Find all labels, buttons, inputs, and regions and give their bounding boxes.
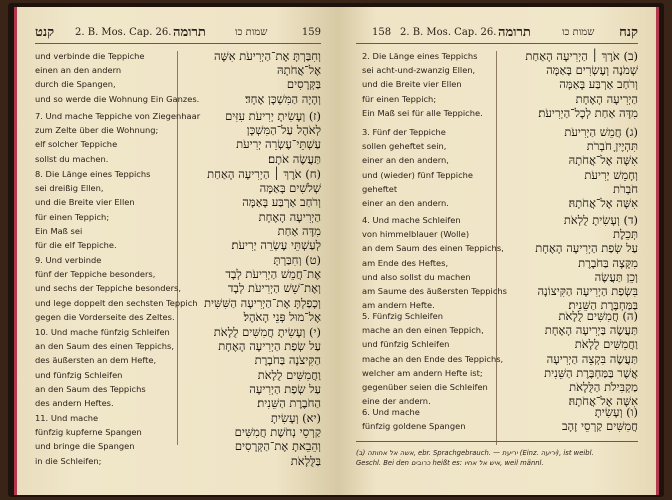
verse-block-4 xyxy=(356,213,638,313)
left-page-header xyxy=(35,25,321,44)
german-text: 6. Und mache fünfzig goldene Spangen xyxy=(362,407,466,432)
hebrew-text: (ח) אֹרֶךְ ׀ הַיְרִיעָה הָאַחַת שְׁלֹשִׁים בָּאַמָּה וְרֹחַב אַרְבַּע בָּאַמָּה הַיְרִיעָה הָאֶחָת מִדָּה אַחַת לְעַשְׁתֵּי עֶשְׂרֵה יְרִיעֹת׃ xyxy=(207,167,321,253)
verse-block-9 xyxy=(35,253,321,325)
verse-block-2 xyxy=(356,49,638,121)
hebrew-text: (יא) וְעָשִׂיתָ קַרְסֵי נְחֹשֶׁת חֲמִשִּׁים וְהֵבֵאתָ אֶת־הַקְּרָסִים בַּלֻּלָאֹת xyxy=(234,411,321,468)
hebrew-text: (ט) וְחִבַּרְתָּ אֶת־חֲמֵשׁ הַיְרִיעֹת לְבָד וְאֶת־שֵׁשׁ הַיְרִיעֹת לְבָד וְכָפַלְתָּ אֶת־הַיְרִיעָה הַשִּׁשִּׁית אֶל־מוּל פְּנֵי הָאֹהֶל׃ xyxy=(204,253,321,324)
german-text: 3. Fünf der Teppiche sollen geheftet sein, einer an den andern, und (wieder) fünf Teppiche geheftet einer an den andern. xyxy=(362,127,474,209)
left-page xyxy=(14,7,339,495)
header-book-chapter: 2. B. Mos. Cap. 26. xyxy=(75,27,172,38)
verse-block-6 xyxy=(356,405,638,435)
hebrew-text: (ג) חֲמֵשׁ הַיְרִיעֹת תִּהְיֶיןָ חֹבְרֹת אִשָּׁה אֶל־אֲחֹתָהּ וְחָמֵשׁ יְרִיעֹת חֹבְרֹת אִשָּׁה אֶל־אֲחֹתָהּ׃ xyxy=(564,125,638,211)
verse-block xyxy=(35,49,321,107)
german-text: und verbinde die Teppiche einen an den andern durch die Spangen, und so werde die Wohnung Ein Ganzes. xyxy=(35,51,200,104)
hebrew-text: (ז) וְעָשִׂיתָ יְרִיעֹת עִזִּים לְאֹהֶל עַל־הַמִּשְׁכָּן עַשְׁתֵּי־עֶשְׂרֵה יְרִיעֹת תַּעֲשֶׂה אֹתָם׃ xyxy=(225,109,321,166)
german-text: 5. Fünfzig Schleifen mache an den einen Teppich, und fünfzig Schleifen mache an den Ende des Teppichs, welcher am andern Hefte ist; gegenüber seien die Schleifen eine der andern. xyxy=(362,311,504,407)
verse-block-3 xyxy=(356,125,638,211)
hebrew-text: וְחִבַּרְתָּ אֶת־הַיְרִיעֹת אִשָּׁה אֶל־אֲחֹתָהּ בַּקְּרָסִים וְהָיָה הַמִּשְׁכָּן אֶחָד׃ xyxy=(213,49,321,106)
header-hebrew-page-number: קנח xyxy=(619,25,638,40)
footnote: (ב) אשה אל אחותה, ebr. Sprachgebrauch. — יריעת (Einz. יריעה), ist weibl. Geschl. Bei den כרובים heißt es: איש אל אחיו, weil männl. xyxy=(356,441,638,468)
verse-block-10 xyxy=(35,325,321,411)
header-page-number: 158 xyxy=(372,27,392,38)
german-text: 9. Und verbinde fünf der Teppiche besonders, und sechs der Teppiche besonders, und lege doppelt den sechsten Teppich gegen die Vorderseite des Zeltes. xyxy=(35,255,198,322)
right-page xyxy=(338,7,659,495)
header-parsha-title: תרומה xyxy=(173,25,206,40)
hebrew-text: (ד) וְעָשִׂיתָ לֻלְאֹת תְּכֵלֶת עַל שְׂפַת הַיְרִיעָה הָאֶחָת מִקָּצָה בַּחֹבָרֶת וְכֵן תַּעֲשֶׂה בִּשְׂפַת הַיְרִיעָה הַקִּיצוֹנָה בַּמַּחְבֶּרֶת הַשֵּׁנִית׃ xyxy=(535,213,638,313)
right-page-header xyxy=(356,25,638,44)
verse-block-7 xyxy=(35,109,321,167)
header-page-number: 159 xyxy=(301,27,321,38)
verse-block-8 xyxy=(35,167,321,253)
header-book-chapter: 2. B. Mos. Cap. 26. xyxy=(400,27,497,38)
header-hebrew-chapter: שמות כו xyxy=(235,27,268,38)
hebrew-text: (י) וְעָשִׂיתָ חֲמִשִּׁים לֻלָאֹת עַל שְׂפַת הַיְרִיעָה הָאֶחָת הַקִּיצֹנָה בַּחֹבָרֶת וַחֲמִשִּׁים לֻלָאֹת עַל שְׂפַת הַיְרִיעָה הַחֹבֶרֶת הַשֵּׁנִית׃ xyxy=(213,325,321,411)
verse-block-5 xyxy=(356,309,638,409)
hebrew-text: (ב) אֹרֶךְ ׀ הַיְרִיעָה הָאַחַת שְׁמֹנֶה וְעֶשְׂרִים בָּאַמָּה וְרֹחַב אַרְבַּע בָּאַמָּה הַיְרִיעָה הָאֶחָת מִדָּה אַחַת לְכָל־הַיְרִיעֹת׃ xyxy=(525,49,638,120)
open-book xyxy=(8,3,664,497)
german-text: 2. Die Länge eines Teppichs sei acht-und-zwanzig Ellen, und die Breite vier Ellen für einen Teppich; Ein Maß sei für alle Teppiche. xyxy=(362,51,483,118)
german-text: 11. Und mache fünfzig kupferne Spangen und bringe die Spangen in die Schleifen; xyxy=(35,413,142,466)
german-text: 10. Und mache fünfzig Schleifen an den Saum des einen Teppichs, des äußersten an dem Hefte, und fünfzig Schleifen an den Saum des Teppichs des andern Heftes. xyxy=(35,327,174,409)
verse-block-11 xyxy=(35,411,321,471)
german-text: 4. Und mache Schleifen von himmelblauer (Wolle) an dem Saum des einen Teppichs, am Ende des Heftes, und also sollst du machen am Saume des äußersten Teppichs am andern Hefte. xyxy=(362,215,507,311)
hebrew-text: (ה) חֲמִשִּׁים לֻלָאֹת תַּעֲשֶׂה בַּיְרִיעָה הָאֶחָת וַחֲמִשִּׁים לֻלָאֹת תַּעֲשֶׂה בִּקְצֵה הַיְרִיעָה אֲשֶׁר בַּמַּחְבֶּרֶת הַשֵּׁנִית מַקְבִּילֹת הַלֻּלָאֹת אִשָּׁה אֶל־אֲחֹתָהּ׃ xyxy=(544,309,638,409)
header-hebrew-page-number: קנט xyxy=(35,25,55,40)
hebrew-text: (ו) וְעָשִׂיתָ חֲמִשִּׁים קַרְסֵי זָהָב xyxy=(562,405,638,434)
header-hebrew-chapter: שמות כו xyxy=(562,27,595,38)
german-text: 8. Die Länge eines Teppichs sei dreißig Ellen, und die Breite vier Ellen für einen Teppich; Ein Maß sei für die elf Teppiche. xyxy=(35,169,151,251)
german-text: 7. Und mache Teppiche von Ziegenhaar zum Zelte über die Wohnung; elf solcher Teppiche sollst du machen. xyxy=(35,111,201,164)
header-parsha-title: תרומה xyxy=(498,25,531,40)
